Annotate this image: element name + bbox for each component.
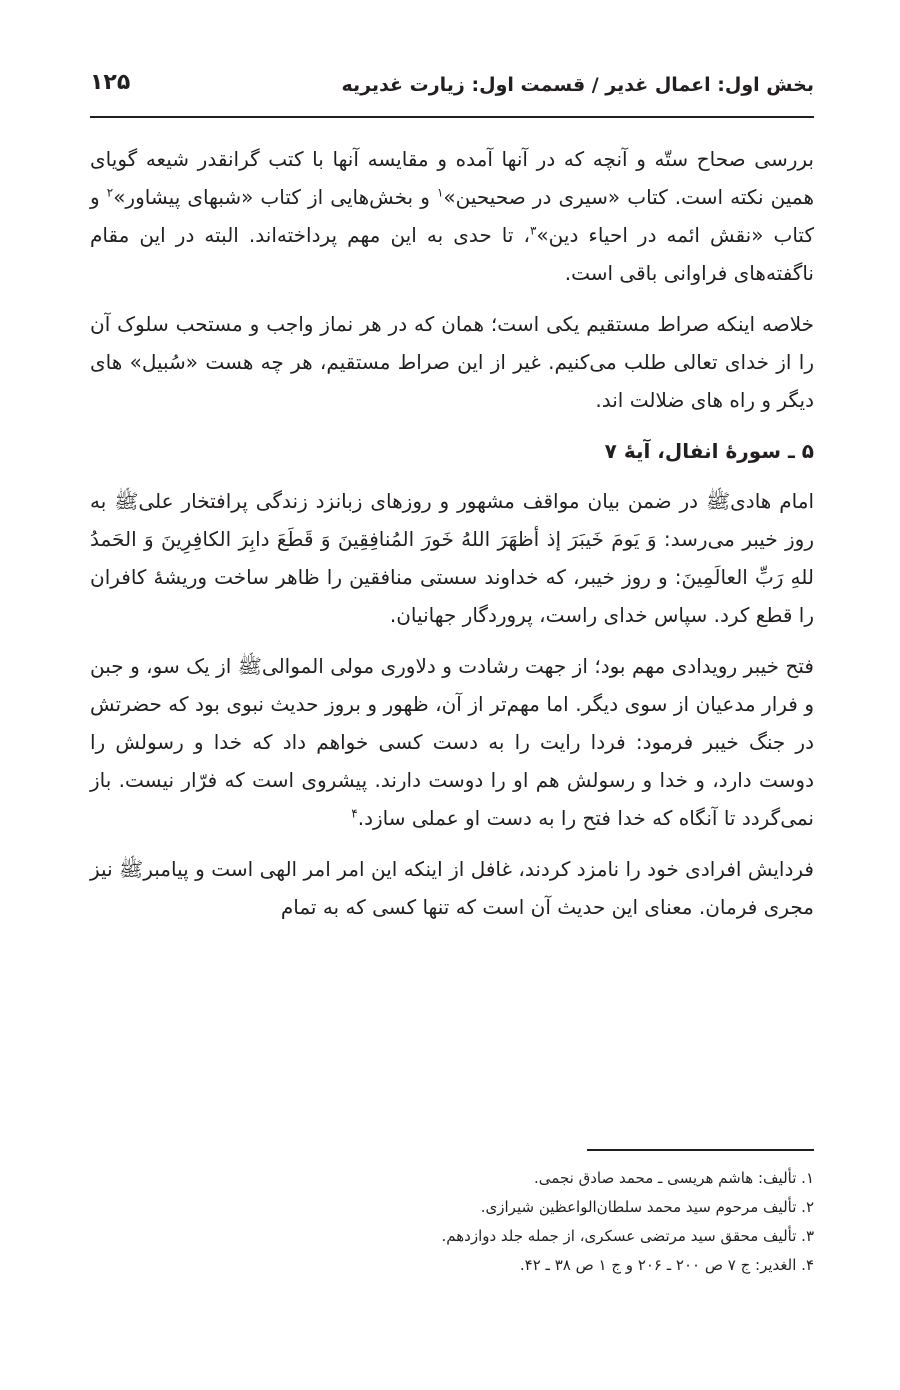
page-number: ۱۲۵ <box>90 70 131 95</box>
paragraph-1-part-d: ، تا حدی به این مهم پرداخته‌اند. البته در این مقام ناگفته‌های فراوانی باقی است. <box>90 223 814 285</box>
footnote-4: ۴. الغدیر: ج ۷ ص ۲۰۰ ـ ۲۰۶ و ج ۱ ص ۳۸ ـ ۴۲. <box>519 1256 814 1274</box>
paragraph-1-part-a: بررسی صحاح ستّه و آنچه که در آنها آمده و مقایسه آنها با کتب گرانقدر شیعه گویای همین نکته است. کتاب «سیری در صحیحین» <box>90 147 814 209</box>
footnote-3: ۳. تألیف محقق سید مرتضی عسکری، از جمله جلد دوازدهم. <box>441 1227 814 1245</box>
paragraph-4 <box>90 647 814 837</box>
paragraph-4-text: فتح خیبر رویدادی مهم بود؛ از جهت رشادت و دلاوری مولی الموالیﷺ از یک سو، و جبن و فرار مدعیان از سوی دیگر. اما مهم‌تر از آن، ظهور و بروز حدیث نبوی بود که حضرتش در جنگ خیبر فرمود: فردا رایت را به دست کسی خواهم داد که خدا و رسولش را دوست دارد، و خدا و رسولش هم او را دوست دارند. پیشروی است که فرّار نیست. باز نمی‌گردد تا آنگاه که خدا فتح را به دست او عملی سازد. <box>90 654 814 830</box>
footnote-ref-1[interactable]: ۱ <box>436 185 444 200</box>
footnote-ref-2[interactable]: ۲ <box>106 185 114 200</box>
paragraph-3: امام هادیﷺ در ضمن بیان مواقف مشهور و روزهای زبانزد زندگی پرافتخار علیﷺ به روز خیبر می‌رسد: وَ یَومَ خَیبَرَ إذ أظهَرَ اللهُ خَورَ المُنافِقِینَ وَ قَطَعَ دابِرَ الکافِرِینَ وَ الحَمدُ للهِ رَبِّ العالَمِینَ: و روز خیبر، که خداوند سستی منافقین را ظاهر ساخت وریشهٔ کافران را قطع کرد. سپاس خدای راست، پروردگار جهانیان. <box>90 489 814 627</box>
header-rule <box>90 116 814 118</box>
paragraph-5: فردایش افرادی خود را نامزد کردند، غافل از اینکه این امر امر الهی است و پیامبرﷺ نیز مجری فرمان. معنای این حدیث آن است که تنها کسی که به تمام <box>90 857 814 919</box>
running-title: بخش اول: اعمال غدیر / قسمت اول: زیارت غدیریه <box>341 74 814 96</box>
section-heading: ۵ ـ سورهٔ انفال، آیهٔ ۷ <box>604 439 814 463</box>
footnote-2: ۲. تألیف مرحوم سید محمد سلطان‌الواعظین شیرازی. <box>480 1198 814 1216</box>
paragraph-1-part-b: و بخش‌هایی از کتاب «شبهای پیشاور» <box>113 185 437 209</box>
footnotes <box>90 1164 814 1280</box>
body-text <box>90 140 814 939</box>
page-header <box>90 66 814 110</box>
footnote-1: ۱. تألیف: هاشم هریسی ـ محمد صادق نجمی. <box>534 1169 814 1187</box>
paragraph-1-part-c: و کتاب «نقش ائمه در احیاء دین» <box>90 185 814 247</box>
footnote-ref-4[interactable]: ۴ <box>351 806 358 821</box>
paragraph-1 <box>90 140 814 292</box>
paragraph-2: خلاصه اینکه صراط مستقیم یکی است؛ همان که در هر نماز واجب و مستحب سلوک آن را از خدای تعالی طلب می‌کنیم. غیر از این صراط مستقیم، هر چه هست «سُبیل» های دیگر و راه های ضلالت اند. <box>90 312 814 412</box>
footnote-ref-3[interactable]: ۳ <box>529 223 537 238</box>
footnote-rule <box>587 1149 814 1151</box>
